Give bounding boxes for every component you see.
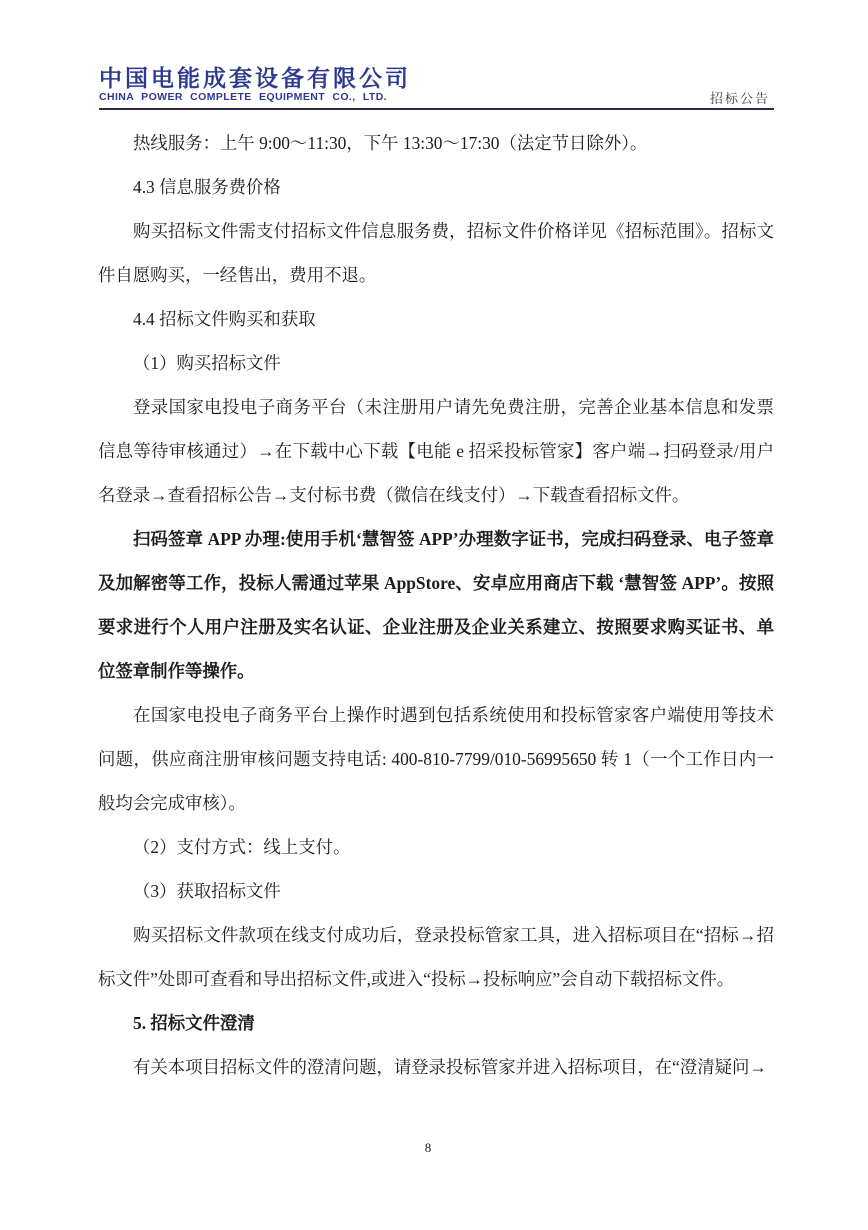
paragraph: 4.4 招标文件购买和获取: [133, 309, 316, 329]
paragraph: 4.3 信息服务费价格: [133, 177, 281, 197]
paragraph: （2）支付方式：线上支付。: [133, 837, 351, 857]
paragraph-bold: 扫码签章 APP 办理:使用手机‘慧智签 APP’办理数字证书，完成扫码登录、电子签章及加解密等工作，投标人需通过苹果 AppStore、安卓应用商店下载 ‘慧智签 APP’。按照要求进行个人用户注册及实名认证、企业注册及企业关系建立、按照要求购买证书、单位签章制作等操作。: [98, 529, 774, 681]
paragraph: 购买招标文件款项在线支付成功后，登录投标管家工具，进入招标项目在“招标→招标文件”处即可查看和导出招标文件,或进入“投标→投标响应”会自动下载招标文件。: [98, 925, 774, 989]
company-logo: [99, 66, 411, 103]
document-body: [98, 121, 774, 1089]
company-name-en: CHINA POWER COMPLETE EQUIPMENT CO., LTD.: [99, 91, 387, 103]
paragraph: （1）购买招标文件: [133, 353, 281, 373]
paragraph: 有关本项目招标文件的澄清问题，请登录投标管家并进入招标项目，在“澄清疑问→: [133, 1057, 767, 1077]
header-divider: [99, 108, 774, 110]
paragraph: 登录国家电投电子商务平台（未注册用户请先免费注册，完善企业基本信息和发票信息等待审核通过）→在下载中心下载【电能 e 招采投标管家】客户端→扫码登录/用户名登录→查看招标公告→支付标书费（微信在线支付）→下载查看招标文件。: [98, 397, 774, 505]
company-name-cn: 中国电能成套设备有限公司: [99, 65, 411, 91]
paragraph: 热线服务：上午 9:00～11:30，下午 13:30～17:30（法定节日除外）。: [133, 133, 648, 153]
paragraph: 在国家电投电子商务平台上操作时遇到包括系统使用和投标管家客户端使用等技术问题，供应商注册审核问题支持电话: 400-810-7799/010-56995650 转 1（一个工作日内一般均会完成审核）。: [98, 705, 774, 813]
page-number: 8: [424, 1140, 432, 1155]
paragraph: 购买招标文件需支付招标文件信息服务费，招标文件价格详见《招标范围》。招标文件自愿购买，一经售出，费用不退。: [98, 221, 774, 285]
paragraph: （3）获取招标文件: [133, 881, 281, 901]
paragraph-bold: 5. 招标文件澄清: [133, 1013, 255, 1033]
doc-type-label: 招标公告: [710, 91, 771, 106]
